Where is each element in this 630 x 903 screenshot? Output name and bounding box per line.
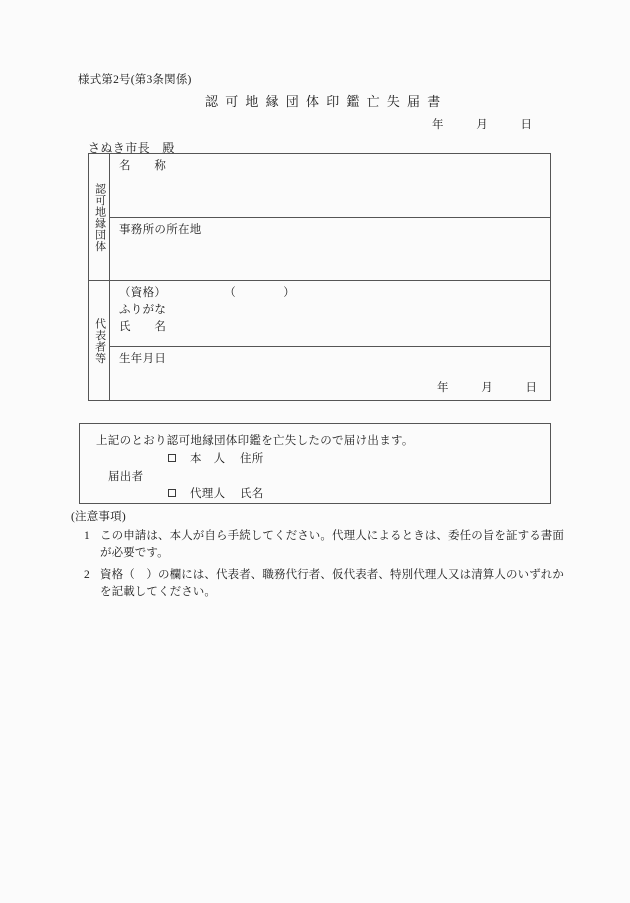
label-full-name: 氏 名 [119,321,167,333]
submitter-option-agent-label: 代理人 [190,488,226,500]
note-number: 2 [84,568,90,581]
form-number: 様式第2号(第3条関係) [78,74,192,86]
group-section [89,154,550,280]
date-day-label: 日 [520,119,532,131]
document-title: 認可地縁団体印鑑亡失届書 [205,94,448,109]
birth-month-label: 月 [481,382,493,394]
label-furigana: ふりがな [119,304,167,316]
checkbox-icon-agent[interactable] [168,489,176,497]
submitter-label: 届出者 [108,471,144,483]
submitter-option-agent[interactable] [168,485,264,501]
submitter-option-self-label: 本 人 [190,453,226,465]
qualification-paren: （ ） [224,287,296,299]
submission-date-line [432,116,532,132]
birth-day-label: 日 [525,382,537,394]
submitter-option-self[interactable] [168,450,264,466]
declaration-statement: 上記のとおり認可地縁団体印鑑を亡失したので届け出ます。 [96,435,414,447]
submitter-option-agent-field: 氏名 [240,488,264,500]
note-item [71,567,571,602]
representative-section [89,280,550,400]
declaration-box [79,423,551,504]
note-text: この申請は、本人が自ら手続してください。代理人によるときは、委任の旨を証する書面が必要です。 [100,530,564,560]
representative-section-label: 代表者等 [89,281,110,400]
note-item [71,528,571,563]
applicant-table [88,153,551,401]
label-office-address: 事務所の所在地 [119,224,202,236]
label-birth-date: 生年月日 [119,353,167,365]
note-text: 資格（ ）の欄には、代表者、職務代行者、仮代表者、特別代理人又は清算人のいずれかを記載してください。 [100,568,564,599]
notes-section [71,508,571,602]
row-office-address [110,217,550,280]
row-representative [110,281,550,346]
checkbox-icon-self[interactable] [168,454,176,462]
date-month-label: 月 [476,119,488,131]
label-group-name: 名 称 [119,160,167,172]
row-group-name [110,154,550,217]
birth-year-label: 年 [437,382,449,394]
birth-date-line [437,379,537,395]
label-qualification: （資格） [119,287,167,299]
addressee: さぬき市長 殿 [88,141,175,155]
date-year-label: 年 [432,119,444,131]
label-qualification-line [110,281,550,300]
notes-title: (注意事項) [71,511,126,523]
group-section-label: 認可地縁団体 [89,154,110,280]
submitter-option-self-field: 住所 [240,453,264,465]
row-birth-date [110,346,550,400]
note-number: 1 [84,530,90,542]
